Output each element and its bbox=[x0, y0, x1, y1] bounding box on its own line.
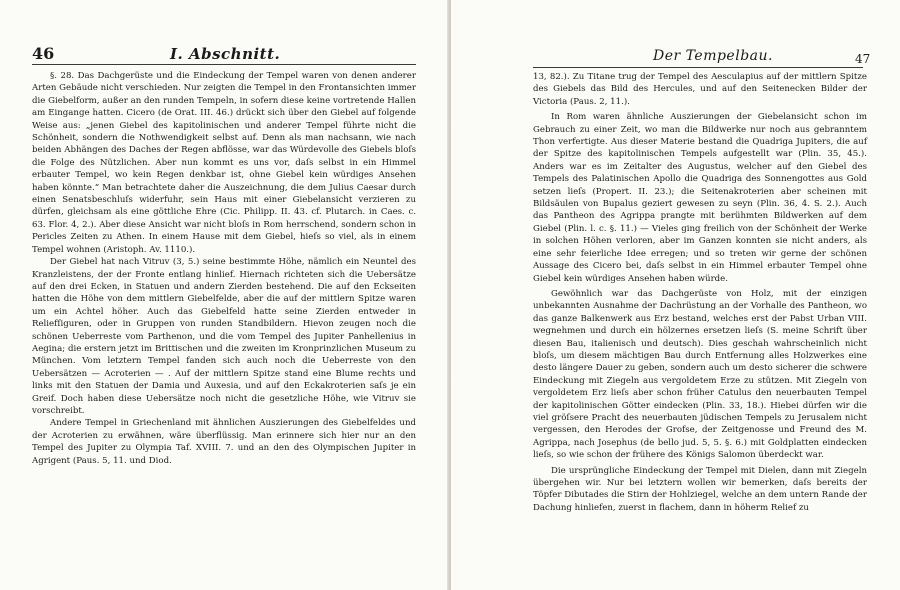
left-body-text bbox=[32, 70, 416, 467]
paragraph: In Rom waren ähnliche Auszierungen der Giebelansicht schon im Gebrauch zu einer Zeit, wo man die Bildwerke nur noch aus gebranntem Thon verfertigte. Aus dieser Materie bestand die Quadriga Jupiters, die auf der Spitze des kapitolinischen Tempels aufgestellt war (Plin. 35, 45.). Anders war es im Zeitalter des Augustus, welcher auf den Giebel des Tempels des Palatinischen Apollo die Quadriga des Sonnengottes aus Gold setzen lieſs (Propert. II. 23.); die Seitenakroterien aber scheinen mit Bildsäulen von Bupalus geziert gewesen zu seyn (Plin. 36, 4. S. 2.). Auch das Pantheon des Agrippa prangte mit berühmten Bildwerken auf dem Giebel (Plin. l. c. §. 11.) — Vieles ging freilich von der Schönheit der Werke in solchen Höhen verloren, aber im Ganzen konnten sie nicht anders, als eine sehr feierliche Idee erregen; und so treten wir gerne der schönen Aussage des Cicero bei, daſs selbst in ein Himmel erbauter Tempel ohne Giebel kein würdiges Ansehen haben würde. bbox=[533, 112, 867, 284]
right-page bbox=[451, 0, 900, 590]
left-running-head: I. Abschnitt. bbox=[170, 45, 281, 63]
right-body-text bbox=[533, 71, 867, 514]
right-page-number: 47 bbox=[855, 52, 871, 66]
left-page bbox=[0, 0, 449, 590]
paragraph: 13, 82.). Zu Titane trug der Tempel des Aesculapius auf der mittlern Spitze des Giebels das Bild des Hercules, und auf den Seitenecken Bilder der Victoria (Paus. 2, 11.). bbox=[533, 72, 867, 107]
right-running-head: Der Tempelbau. bbox=[653, 48, 773, 64]
paragraph: Die ursprüngliche Eindeckung der Tempel mit Dielen, dann mit Ziegeln übergehen wir. Nur bei letztern wollen wir bemerken, daſs bereits der Töpfer Dibutades die Stirn der Hohlziegel, welche an dem untern Rande der Dachung hinliefen, zuerst in flachem, dann in höherm Relief zu bbox=[533, 465, 867, 513]
paragraph: Andere Tempel in Griechenland mit ähnlichen Auszierungen des Giebelfeldes und der Acroterien zu erwähnen, wäre überflüssig. Man erinnere sich hier nur an den Tempel des Jupiter zu Olympia Taf. XVIII. 7. und an den des Olympischen Jupiter in Agrigent (Paus. 5, 11. und Diod. bbox=[32, 418, 416, 466]
right-header-rule bbox=[533, 67, 863, 68]
paragraph: Gewöhnlich war das Dachgerüste von Holz, mit der einzigen unbekannten Ausnahme der Dachrüstung an der Vorhalle des Pantheon, wo das ganze Balkenwerk aus Erz bestand, welches erst der Pabst Urban VIII. wegnehmen und durch ein hölzernes ersetzen lieſs (S. meine Schrift über diesen Bau, italienisch und deutsch). Dies geschah wahrscheinlich nicht bloſs, um diesem mächtigen Bau durch Entfernung alles Holzwerkes eine desto längere Dauer zu geben, sondern auch um desto sicherer die schwere Eindeckung mit Ziegeln aus vergoldetem Erze zu stützen. Mit Ziegeln von vergoldetem Erz lieſs aber schon früher Catulus den neuerbauten Tempel der kapitolinischen Götter eindecken (Plin. 33, 18.). Hiebei dürfen wir die viel gröſsere Pracht des neuerbauten jüdischen Tempels zu Jerusalem nicht vergessen, den Herodes der Grofse, der Zeitgenosse und Freund des M. Agrippa, nach Josephus (de bello jud. 5, 5. §. 6.) mit Goldplatten eindecken lieſs, so wie schon der frühere des Königs Salomon überdeckt war. bbox=[533, 288, 867, 461]
left-header-rule bbox=[32, 64, 416, 65]
left-page-number: 46 bbox=[32, 44, 55, 63]
paragraph: Der Giebel hat nach Vitruv (3, 5.) seine bestimmte Höhe, nämlich ein Neuntel des Kranzleistens, der der Fronte entlang hinlief. Hiernach richteten sich die Uebersätze auf den drei Ecken, in Statuen und andern Zierden bestehend. Die auf den Eckseiten hatten die Höhe von dem mittlern Giebelfelde, aber die auf der mittlern Spitze waren um ein Achtel höher. Auch das Giebelfeld hatte seine Zierden entweder in Reliefſiguren, oder in Gruppen von runden Standbildern. Hievon zeugen noch die schönen Ueberreste vom Parthenon, und die vom Tempel des Jupiter Panhellenius in Aegina; die erstern jetzt im Brittischen und die zweiten im Kronprinzlichen Museum zu München. Vom letztern Tempel fanden sich auch noch die Ueberreste von den Uebersätzen — Acroterien — . Auf der mittlern Spitze stand eine Blume rechts und links mit den Statuen der Damia und Auxesia, und auf den Eckakroterien saſs je ein Greif. Doch haben diese Uebersätze noch nicht die gesetzliche Höhe, wie Vitruv sie vorschreibt. bbox=[32, 257, 416, 416]
paragraph: §. 28. Das Dachgerüste und die Eindeckung der Tempel waren von denen anderer Arten Gebäude nicht verschieden. Nur zeigten die Tempel in den Frontansichten immer die Giebelform, außer an den runden Tempeln, in sofern diese keine vortretende Hallen am Eingange hatten. Cicero (de Orat. III. 46.) drückt sich über den Giebel auf folgende Weise aus: „jenen Giebel des kapitolinischen und anderer Tempel führte nicht die Schönheit, sondern die Nothwendigkeit selbst auf. Denn als man nachsann, wie nach beiden Abhängen des Daches der Regen abflösse, war das Würdevolle des Giebels bloſs die Folge des Nützlichen. Aber nun kommt es uns vor, daſs selbst in ein Himmel erbauter Tempel, wo kein Regen denkbar ist, ohne Giebel kein würdiges Ansehen haben könnte.“ Man betrachtete daher die Auszeichnung, die dem Julius Caesar durch einen Senatsbeschluſs widerfuhr, sein Haus mit einer Giebelansicht verzieren zu dürfen, gleichsam als eine göttliche Ehre (Cic. Philipp. II. 43. cf. Plutarch. in Caes. c. 63. Flor. 4, 2.). Aber diese Ansicht war nicht bloſs in Rom herrschend, sondern schon in Pericles Zeiten zu Athen. In einem Hause mit dem Giebel, hieſs so viel, als in einem Tempel wohnen (Aristoph. Av. 1110.). bbox=[32, 71, 416, 255]
